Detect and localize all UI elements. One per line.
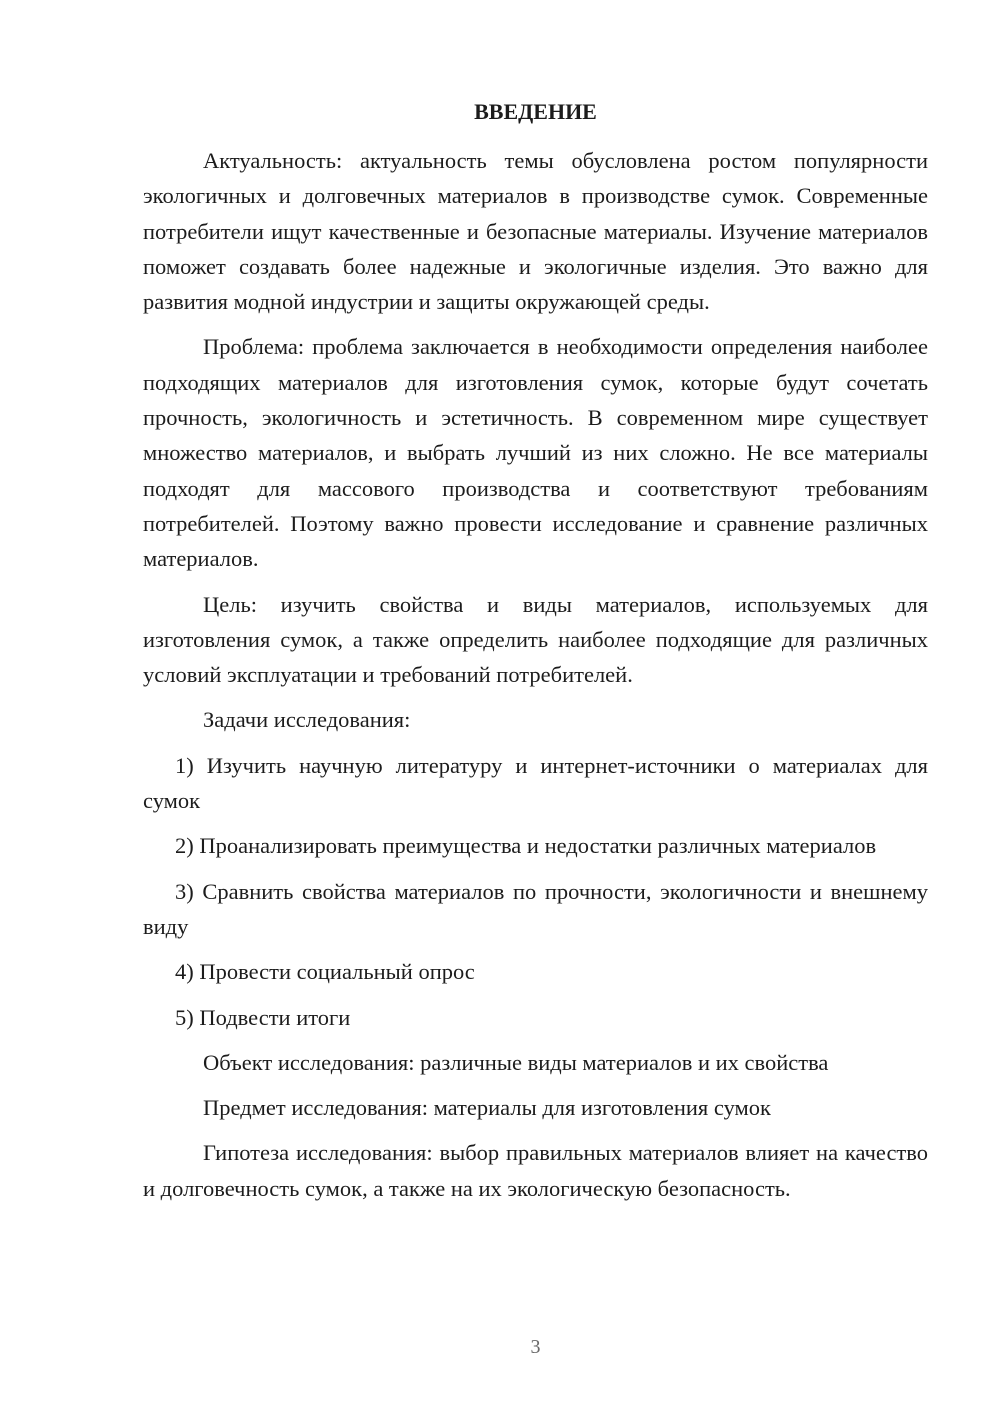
task-item-4: 4) Провести социальный опрос [175,959,475,985]
document-page [143,0,928,1414]
task-item-1: 1) Изучить научную литературу и интернет-источники о материалах для сумок [143,752,928,814]
task-item-5: 5) Подвести итоги [175,1004,351,1030]
task-item-2: 2) Проанализировать преимущества и недостатки различных материалов [175,833,877,859]
paragraph-problem: Проблема: проблема заключается в необходимости определения наиболее подходящих материалов для изготовления сумок, которые будут сочетать прочность, экологичность и эстетичность. В современном мире существует множество материалов, и выбрать лучший из них сложно. Не все материалы подходят для массового производства и соответствуют требованиям потребителей. Поэтому важно провести исследование и сравнение различных материалов. [143,334,928,572]
tasks-heading: Задачи исследования: [203,707,411,733]
paragraph-relevance: Актуальность: актуальность темы обусловлена ростом популярности экологичных и долговечных материалов в производстве сумок. Современные потребители ищут качественные и безопасные материалы. Изучение материалов поможет создавать более надежные и экологичные изделия. Это важно для развития модной индустрии и защиты окружающей среды. [143,148,928,315]
paragraph-object: Объект исследования: различные виды материалов и их свойства [203,1049,829,1075]
document-body [143,143,928,1216]
paragraph-goal: Цель: изучить свойства и виды материалов, используемых для изготовления сумок, а также определить наиболее подходящие для различных условий эксплуатации и требований потребителей. [143,591,928,688]
page-number: 3 [530,1336,541,1358]
page-title: ВВЕДЕНИЕ [474,99,597,124]
paragraph-hypothesis: Гипотеза исследования: выбор правильных материалов влияет на качество и долговечность сумок, а также на их экологическую безопасность. [143,1140,928,1201]
paragraph-subject: Предмет исследования: материалы для изготовления сумок [203,1095,771,1121]
task-item-3: 3) Сравнить свойства материалов по прочности, экологичности и внешнему виду [143,878,928,939]
